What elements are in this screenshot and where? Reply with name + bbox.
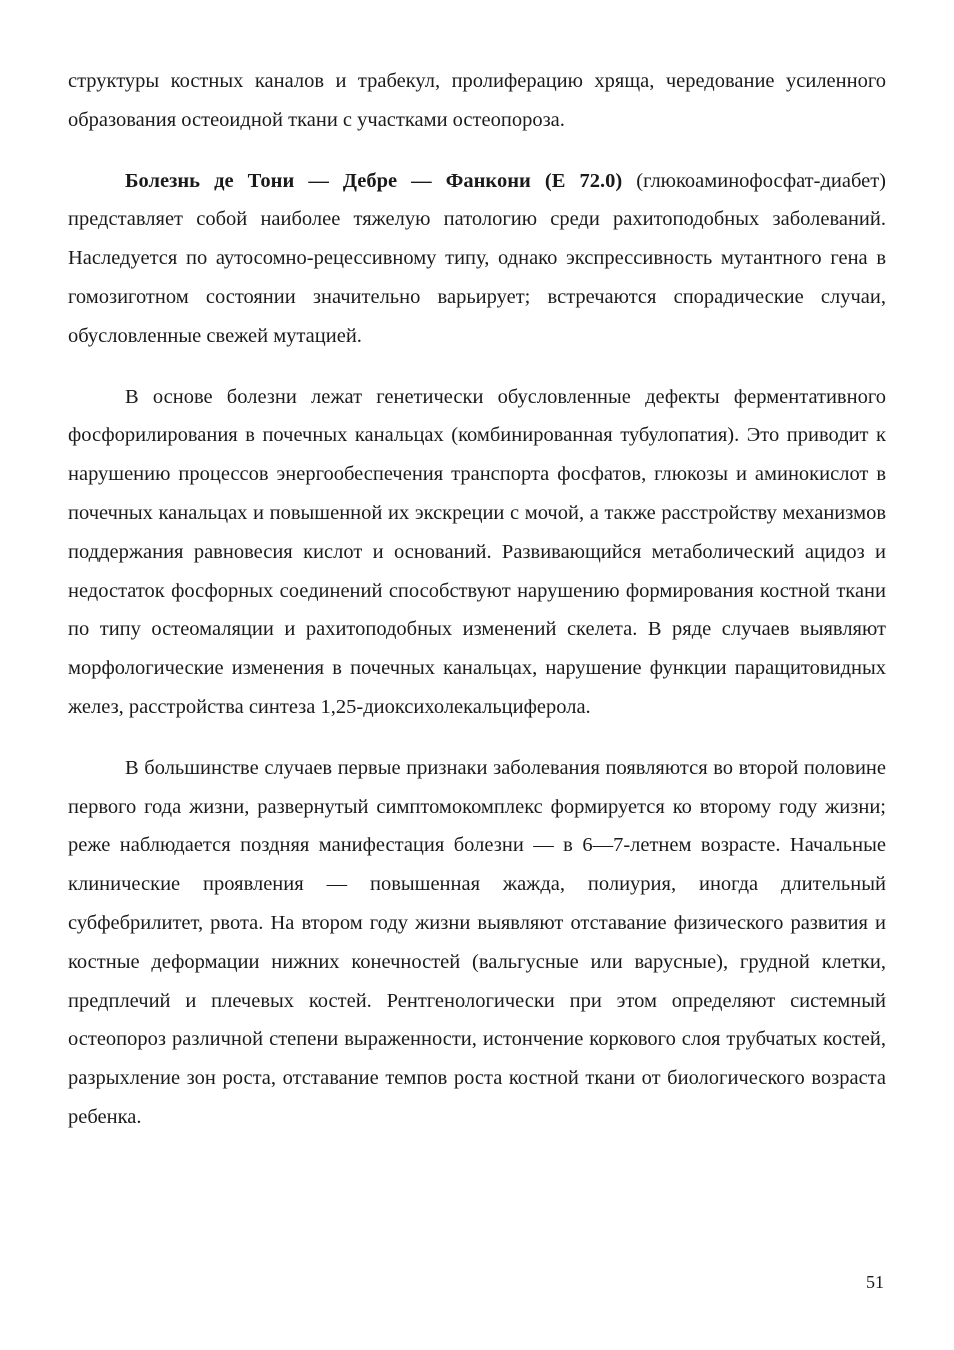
paragraph-fanconi-intro (68, 162, 886, 356)
paragraph-continuation: структуры костных каналов и трабекул, пролиферацию хряща, чередование усиленного образования остеоидной ткани с участками остеопороза. (68, 70, 886, 131)
paragraph-fanconi-text: (глюкоаминофосфат-диабет) представляет собой наиболее тяжелую патологию среди рахитоподобных заболеваний. Наследуется по аутосомно-рецессивному типу, однако экспрессивность мутантного гена в гомозиготном состоянии значительно варьирует; встречаются спорадические случаи, обусловленные свежей мутацией. (68, 169, 887, 347)
paragraph-pathogenesis: В основе болезни лежат генетически обусловленные дефекты ферментативного фосфорилирования в почечных канальцах (комбинированная тубулопатия). Это приводит к нарушению процессов энергообеспечения транспорта фосфатов, глюкозы и аминокислот в почечных канальцах и повышенной их экскреции с мочой, а также расстройству механизмов поддержания равновесия кислот и оснований. Развивающийся метаболический ацидоз и недостаток фосфорных соединений способствуют нарушению формирования костной ткани по типу остеомаляции и рахитоподобных изменений скелета. В ряде случаев выявляют морфологические изменения в почечных канальцах, нарушение функции паращитовидных желез, расстройства синтеза 1,25-диоксихолекальциферола. (68, 385, 886, 718)
page-body (68, 62, 886, 1137)
disease-heading: Болезнь де Тони — Дебре — Фанкони (Е 72.0) (125, 169, 623, 192)
paragraph-clinical: В большинстве случаев первые признаки заболевания появляются во второй половине первого года жизни, развернутый симптомокомплекс формируется ко второму году жизни; реже наблюдается поздняя манифестация болезни — в 6—7-летнем возрасте. Начальные клинические проявления — повышенная жажда, полиурия, иногда длительный субфебрилитет, рвота. На втором году жизни выявляют отставание физического развития и костные деформации нижних конечностей (вальгусные или варусные), грудной клетки, предплечий и плечевых костей. Рентгенологически при этом определяют системный остеопороз различной степени выраженности, истончение коркового слоя трубчатых костей, разрыхление зон роста, отставание темпов роста костной ткани от биологического возраста ребенка. (68, 756, 886, 1128)
page-number: 51 (866, 1272, 884, 1292)
